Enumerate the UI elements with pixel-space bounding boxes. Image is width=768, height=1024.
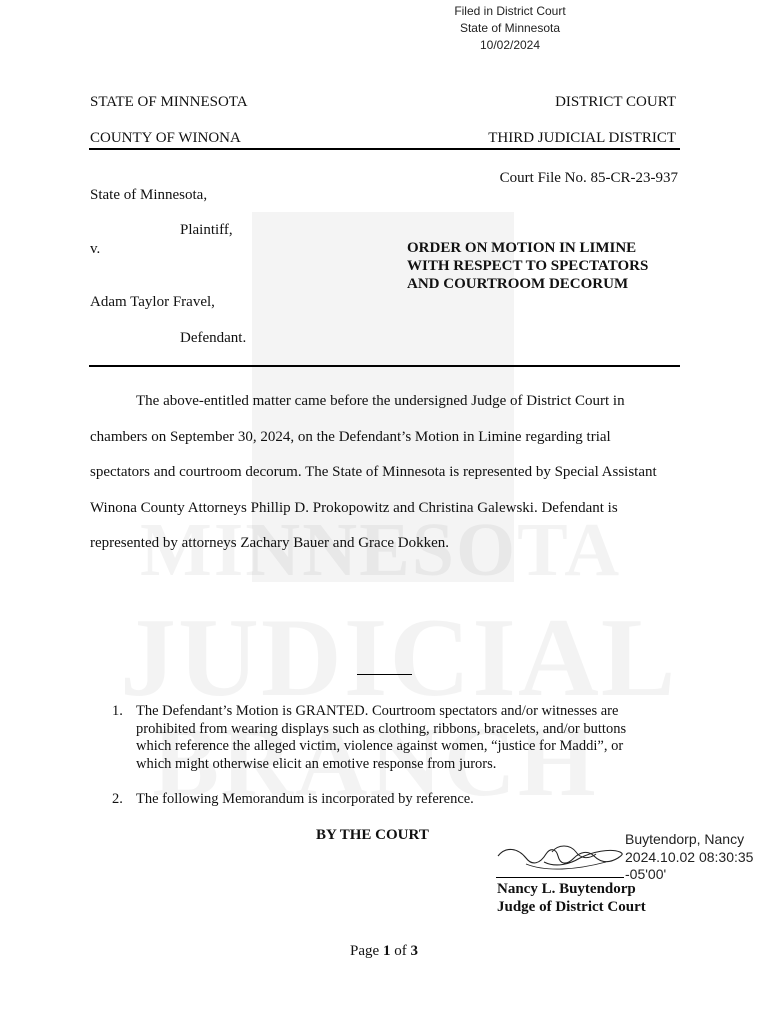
plaintiff-role: Plaintiff, <box>180 222 233 238</box>
caption-state: STATE OF MINNESOTA <box>90 94 248 110</box>
digital-signature-timestamp: 2024.10.02 08:30:35 <box>625 848 754 865</box>
order-title-line3: AND COURTROOM DECORUM <box>407 276 629 292</box>
caption-top-rule <box>89 148 680 150</box>
digital-signature-info <box>625 831 765 884</box>
by-the-court: BY THE COURT <box>316 827 429 843</box>
page-current: 1 <box>382 943 391 959</box>
caption-bottom-rule <box>89 365 680 367</box>
judge-title: Judge of District Court <box>497 899 646 915</box>
order-item-text: The following Memorandum is incorporated by reference. <box>136 791 474 807</box>
plaintiff-name: State of Minnesota, <box>90 187 208 203</box>
body-line: represented by attorneys Zachary Bauer and Grace Dokken. <box>90 535 450 552</box>
defendant-role: Defendant. <box>180 330 247 346</box>
order-title <box>407 239 677 293</box>
caption-court: DISTRICT COURT <box>555 94 676 110</box>
caption-district: THIRD JUDICIAL DISTRICT <box>488 130 676 146</box>
order-item-number: 1. <box>112 703 123 719</box>
watermark-line2 <box>120 600 630 716</box>
order-title-line1: ORDER ON MOTION IN LIMINE <box>407 240 637 256</box>
filing-stamp-line1: Filed in District Court <box>454 4 566 18</box>
filing-stamp-line2: State of Minnesota <box>459 21 561 35</box>
order-item-2 <box>112 791 672 811</box>
signature-line <box>496 877 624 878</box>
digital-signer: Buytendorp, Nancy <box>625 831 745 847</box>
section-divider <box>357 674 412 675</box>
page-of: of <box>390 943 411 959</box>
page-number <box>0 942 768 960</box>
order-item-text: which might otherwise elicit an emotive response from jurors. <box>136 755 497 772</box>
court-file-number: Court File No. 85-CR-23-937 <box>499 170 678 186</box>
filing-stamp <box>430 3 590 54</box>
order-item-text: prohibited from wearing displays such as clothing, ribbons, bracelets, and/or buttons <box>136 720 627 737</box>
order-item-text: which reference the alleged victim, violence against women, “justice for Maddi”, or <box>136 738 624 755</box>
body-line: chambers on September 30, 2024, on the Defendant’s Motion in Limine regarding trial <box>90 428 611 445</box>
body-line: spectators and courtroom decorum. The State of Minnesota is represented by Special Assistant <box>90 464 657 481</box>
body-line: Winona County Attorneys Phillip D. Prokopowitz and Christina Galewski. Defendant is <box>90 499 618 516</box>
order-item-number: 2. <box>112 791 123 807</box>
handwritten-signature <box>496 842 626 876</box>
versus: v. <box>90 241 101 257</box>
body-line: The above-entitled matter came before the undersigned Judge of District Court in <box>136 393 625 409</box>
page-total: 3 <box>410 943 418 959</box>
page-prefix: Page <box>350 943 383 959</box>
order-title-line2: WITH RESPECT TO SPECTATORS <box>407 258 649 274</box>
caption-county: COUNTY OF WINONA <box>90 130 241 146</box>
defendant-name: Adam Taylor Fravel, <box>90 294 215 310</box>
order-item-1 <box>112 703 672 775</box>
judge-name: Nancy L. Buytendorp <box>497 881 636 897</box>
body-paragraph <box>90 384 690 562</box>
order-item-text: The Defendant’s Motion is GRANTED. Courtroom spectators and/or witnesses are <box>136 703 619 719</box>
digital-signature-offset: -05'00' <box>625 866 667 882</box>
filing-stamp-line3: 10/02/2024 <box>479 38 541 52</box>
